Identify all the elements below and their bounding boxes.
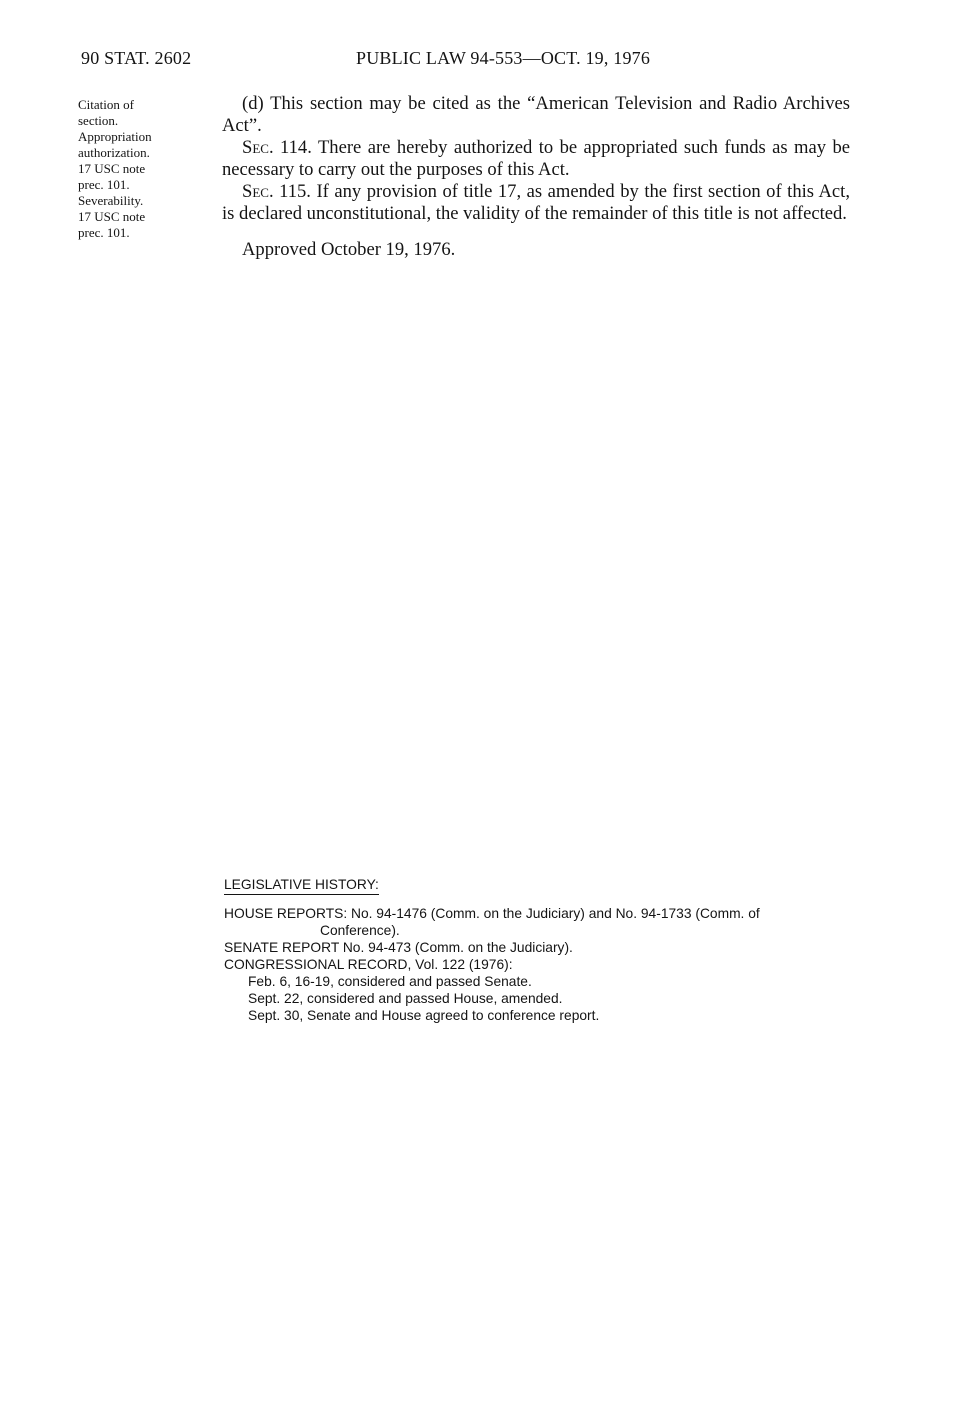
margin-note: Appropriation xyxy=(78,129,152,144)
margin-note: Severability. xyxy=(78,193,144,208)
congressional-record: CONGRESSIONAL RECORD, Vol. 122 (1976): xyxy=(224,957,513,972)
section-115 xyxy=(222,181,850,225)
margin-notes xyxy=(78,97,218,241)
legislative-history-title: LEGISLATIVE HISTORY: xyxy=(224,876,379,895)
margin-note: prec. 101. xyxy=(78,225,130,240)
public-law-title: PUBLIC LAW 94-553—OCT. 19, 1976 xyxy=(356,48,651,68)
approval-date: Approved October 19, 1976. xyxy=(242,239,456,260)
margin-note: 17 USC note xyxy=(78,161,146,176)
section-115-label: Sec. 115. xyxy=(242,181,311,202)
legislative-history xyxy=(224,876,849,1024)
statute-page-number: 90 STAT. 2602 xyxy=(81,48,192,68)
section-114 xyxy=(222,137,850,181)
record-entry: Sept. 30, Senate and House agreed to conference report. xyxy=(248,1008,600,1023)
house-reports-continued: Conference). xyxy=(320,923,400,938)
margin-note: 17 USC note xyxy=(78,209,146,224)
margin-note: Citation of xyxy=(78,97,134,112)
senate-report: SENATE REPORT No. 94-473 (Comm. on the Judiciary). xyxy=(224,940,573,955)
margin-note: prec. 101. xyxy=(78,177,130,192)
margin-note: authorization. xyxy=(78,145,150,160)
section-114-label: Sec. 114. xyxy=(242,137,312,158)
margin-note: section. xyxy=(78,113,119,128)
paragraph-d: (d) This section may be cited as the “American Television and Radio Archives Act”. xyxy=(222,93,850,136)
section-115-text: If any provision of title 17, as amended by the first section of this Act, is declared unconstitutional, the validity of the remainder of this title is not affected. xyxy=(222,181,850,224)
statute-body xyxy=(222,93,850,261)
house-reports: HOUSE REPORTS: No. 94-1476 (Comm. on the Judiciary) and No. 94-1733 (Comm. of xyxy=(224,906,760,921)
section-114-text: There are hereby authorized to be appropriated such funds as may be necessary to carry out the purposes of this Act. xyxy=(222,137,850,180)
record-entry: Sept. 22, considered and passed House, amended. xyxy=(248,991,563,1006)
record-entry: Feb. 6, 16-19, considered and passed Senate. xyxy=(248,974,532,989)
